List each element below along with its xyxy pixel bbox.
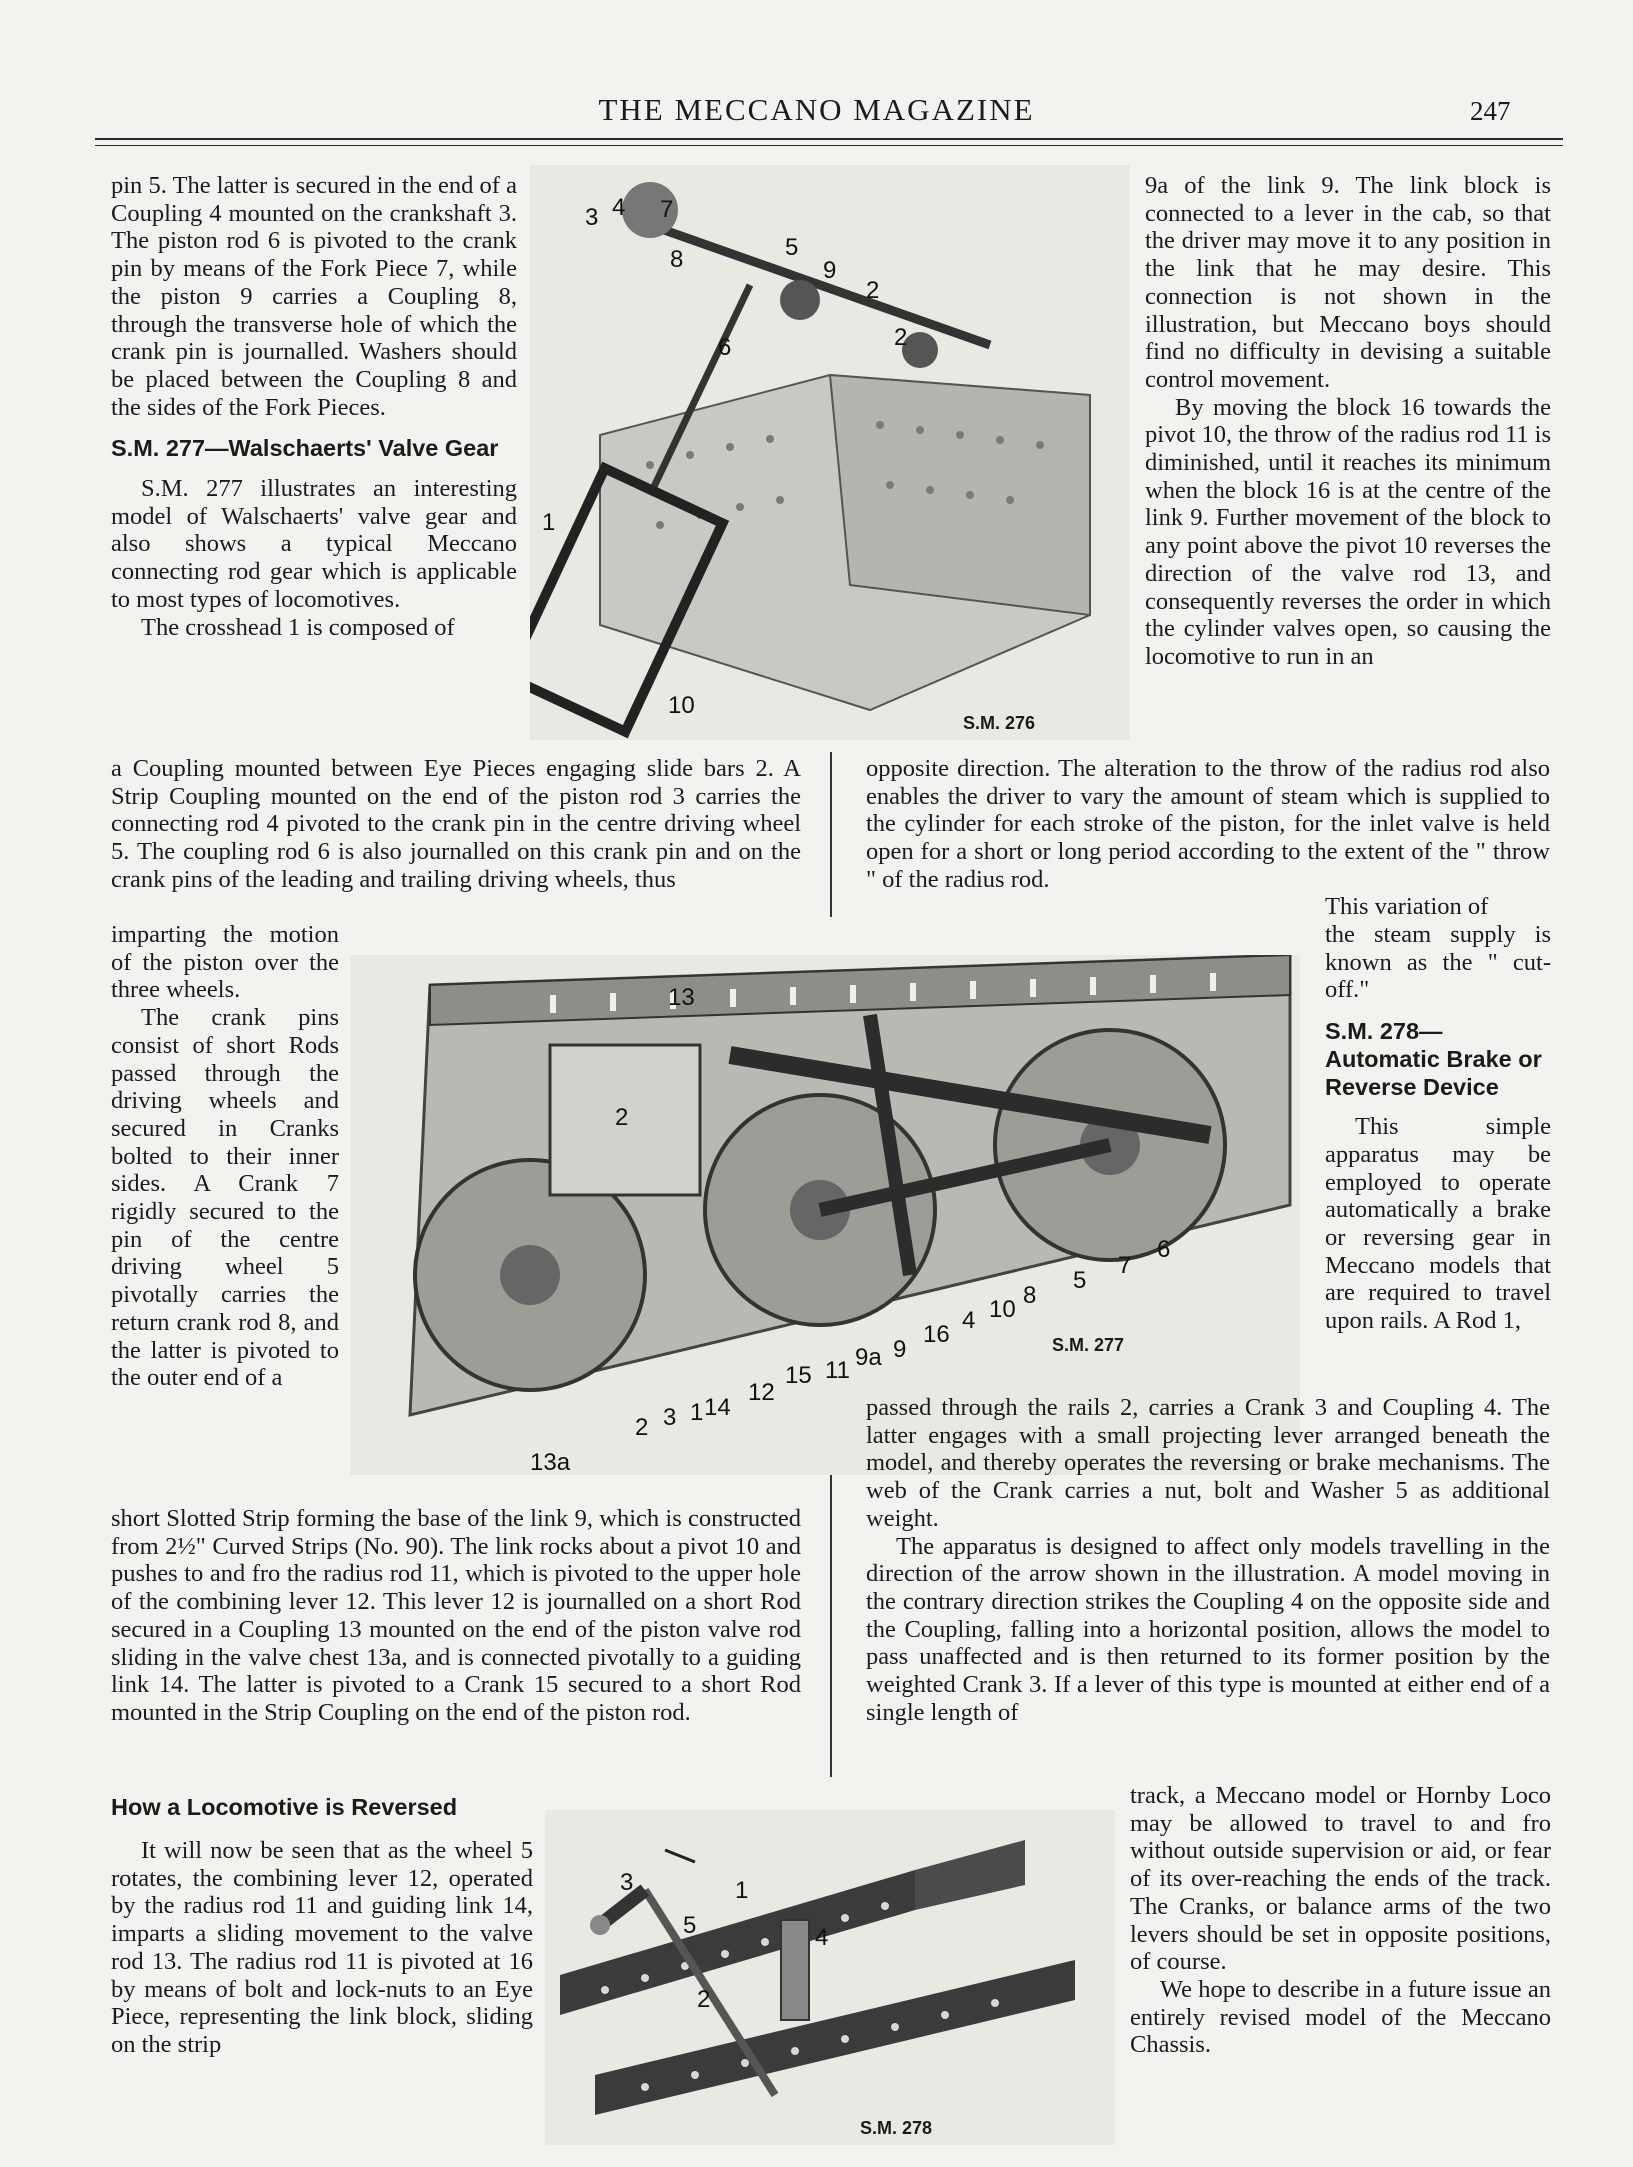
fig276-label: 3 (585, 204, 599, 231)
paragraph: S.M. 277 illustrates an interesting model of Walschaerts' valve gear and also shows a typical Meccano connecting rod gear which is applicable to most types of locomotives. (111, 475, 517, 613)
left-middle-wide (111, 755, 801, 894)
left-bottom-wide (111, 1505, 801, 1727)
fig277-label: 8 (1023, 1282, 1037, 1309)
right-middle-tail (1325, 893, 1551, 921)
fig277-label: 9 (893, 1336, 907, 1363)
right-bottom-narrow (1130, 1782, 1551, 2059)
fig276-label: 9 (823, 257, 837, 284)
figure-caption: S.M. 278 (860, 2118, 933, 2138)
left-bottom-narrow (111, 1837, 533, 2059)
right-narrow-column (1325, 921, 1551, 1335)
fig276-label: 8 (670, 246, 684, 273)
figure-sm276 (530, 165, 1130, 740)
fig277-label: 10 (989, 1296, 1016, 1323)
fig277-label: 16 (923, 1321, 950, 1348)
fig277-label: 2 (635, 1414, 649, 1441)
paragraph: The crank pins consist of short Rods passed through the driving wheels and secured in Cranks bolted to their inner sides. A Crank 7 rigidly secured to the pin of the centre driving wheel 5 pivotally carries the return crank rod 8, and the latter is pivoted to the outer end of a (111, 1004, 339, 1392)
figure-sm278-drawing (545, 1810, 1115, 2145)
fig277-label: 13 (668, 984, 695, 1011)
fig276-label: 4 (612, 194, 626, 221)
paragraph: The crosshead 1 is composed of (141, 613, 455, 641)
header-rule (95, 138, 1563, 140)
paragraph: This simple apparatus may be employed to operate automatically a brake or reversing gear in Meccano models that are required to travel upon rails. A Rod 1, (1325, 1113, 1551, 1335)
paragraph: short Slotted Strip forming the base of the link 9, which is constructed from 2½" Curved Strips (No. 90). The link rocks about a pivot 10 and pushes to and fro the radius rod 11, which is pivoted to the upper hole of the combining lever 12. This lever 12 is journalled on a short Rod secured in a Coupling 13 mounted on the end of the piston valve rod sliding in the valve chest 13a, and is connected pivotally to a guiding link 14. The latter is pivoted to a Crank 15 secured to a short Rod mounted in the Strip Coupling on the end of the piston rod. (111, 1505, 801, 1726)
paragraph: This variation of (1325, 893, 1489, 920)
fig277-label: 12 (748, 1379, 775, 1406)
fig277-label: 5 (1073, 1267, 1087, 1294)
paragraph: opposite direction. The alteration to the throw of the radius rod also enables the driver to vary the amount of steam which is supplied to the cylinder for each stroke of the piston, for the inlet valve is held open for a short or long period according to the extent of the " throw " of the radius rod. (866, 755, 1550, 893)
fig277-label: 11 (825, 1357, 850, 1384)
fig278-label: 3 (620, 1869, 634, 1896)
paragraph: the steam supply is known as the " cut-off." (1325, 921, 1551, 1004)
paragraph: 9a of the link 9. The link block is connected to a lever in the cab, so that the driver may move it to any position in the link that he may desire. This connection is not shown in the illustration, but Meccano boys should find no difficulty in devising a suitable control movement. (1145, 172, 1551, 393)
figure-caption: S.M. 276 (963, 713, 1036, 733)
right-middle-wide (866, 755, 1550, 894)
fig277-label: 9a (855, 1344, 882, 1371)
paragraph: imparting the motion of the piston over the three wheels. (111, 921, 339, 1004)
fig276-label: 2 (894, 324, 908, 351)
paragraph: track, a Meccano model or Hornby Loco may be allowed to travel to and fro without outside supervision or aid, or fear of its over-reaching the ends of the track. The Cranks, or balance arms of the two levers should be set in opposite positions, of course. (1130, 1782, 1551, 1976)
figure-sm278 (545, 1810, 1115, 2145)
header-rule-thin (95, 145, 1563, 146)
fig277-label: 14 (704, 1394, 731, 1421)
fig278-label: 4 (815, 1924, 829, 1951)
right-column-top (1145, 172, 1551, 671)
paragraph: passed through the rails 2, carries a Crank 3 and Coupling 4. The latter engages with a small projecting lever arranged beneath the model, and thereby operates the reversing or brake mechanisms. The web of the Crank carries a nut, bolt and Washer 5 as additional weight. (866, 1394, 1550, 1532)
fig277-label: 13a (530, 1449, 571, 1475)
fig278-label: 5 (683, 1912, 697, 1939)
fig277-label: 7 (1118, 1252, 1132, 1279)
fig277-label: 15 (785, 1362, 812, 1389)
paragraph: The apparatus is designed to affect only models travelling in the direction of the arrow shown in the illustration. A model moving in the contrary direction strikes the Coupling 4 on the opposite side and the Coupling, falling into a horizontal position, allows the model to pass unaffected and is then returned to its former position by the weighted Crank 3. If a lever of this type is mounted at either end of a single length of (866, 1532, 1550, 1726)
paragraph: By moving the block 16 towards the pivot 10, the throw of the radius rod 11 is diminished, until it reaches its minimum when the block 16 is at the centre of the link 9. Further movement of the block to any point above the pivot 10 reverses the direction of the valve rod 13, and consequently reverses the order in which the cylinder valves open, so causing the locomotive to run in an (1145, 393, 1552, 670)
fig278-label: 1 (735, 1877, 749, 1904)
fig276-label: 2 (866, 277, 880, 304)
fig276-label: 10 (668, 692, 695, 719)
paragraph: It will now be seen that as the wheel 5 rotates, the combining lever 12, operated by the radius rod 11 and guiding link 14, imparts a sliding movement to the valve rod 13. The radius rod 11 is pivoted at 16 by means of bolt and lock-nuts to an Eye Piece, representing the link block, sliding on the strip (111, 1837, 533, 2058)
column-divider (830, 752, 832, 917)
paragraph: We hope to describe in a future issue an entirely revised model of the Meccano Chassis. (1130, 1975, 1551, 2059)
fig276-label: 6 (718, 334, 732, 361)
figure-sm276-drawing (530, 165, 1130, 740)
fig276-label: 1 (542, 509, 556, 536)
paragraph: pin 5. The latter is secured in the end of a Coupling 4 mounted on the crankshaft 3. The piston rod 6 is pivoted to the crank pin by means of the Fork Piece 7, while the piston 9 carries a Coupling 8, through the transverse hole of which the crank pin is journalled. Washers should be placed between the Coupling 8 and the sides of the Fork Pieces. (111, 172, 517, 421)
page-number: 247 (1470, 96, 1511, 126)
fig278-label: 2 (697, 1986, 711, 2013)
fig277-label: 6 (1157, 1236, 1171, 1263)
fig276-label: 5 (785, 234, 799, 261)
fig277-label: 1 (690, 1399, 704, 1426)
section-heading-reversed: How a Locomotive is Reversed (111, 1794, 458, 1820)
fig277-label: 3 (663, 1404, 677, 1431)
fig276-label: 7 (660, 196, 674, 223)
right-bottom-wide (866, 1394, 1550, 1726)
figure-caption: S.M. 277 (1052, 1335, 1125, 1355)
fig277-label: 4 (962, 1307, 976, 1334)
paragraph: a Coupling mounted between Eye Pieces engaging slide bars 2. A Strip Coupling mounted on the end of the piston rod 3 carries the connecting rod 4 pivoted to the crank pin in the centre driving wheel 5. The coupling rod 6 is also journalled on this crank pin and on the crank pins of the leading and trailing driving wheels, thus (111, 755, 801, 893)
left-column-top (111, 172, 517, 641)
section-heading-sm278: S.M. 278—Automatic Brake or Reverse Device (1325, 1018, 1542, 1100)
fig277-label: 2 (615, 1104, 629, 1131)
magazine-title: THE MECCANO MAGAZINE (598, 92, 1035, 127)
left-narrow-column (111, 921, 339, 1392)
section-heading-sm277: S.M. 277—Walschaerts' Valve Gear (111, 435, 499, 462)
